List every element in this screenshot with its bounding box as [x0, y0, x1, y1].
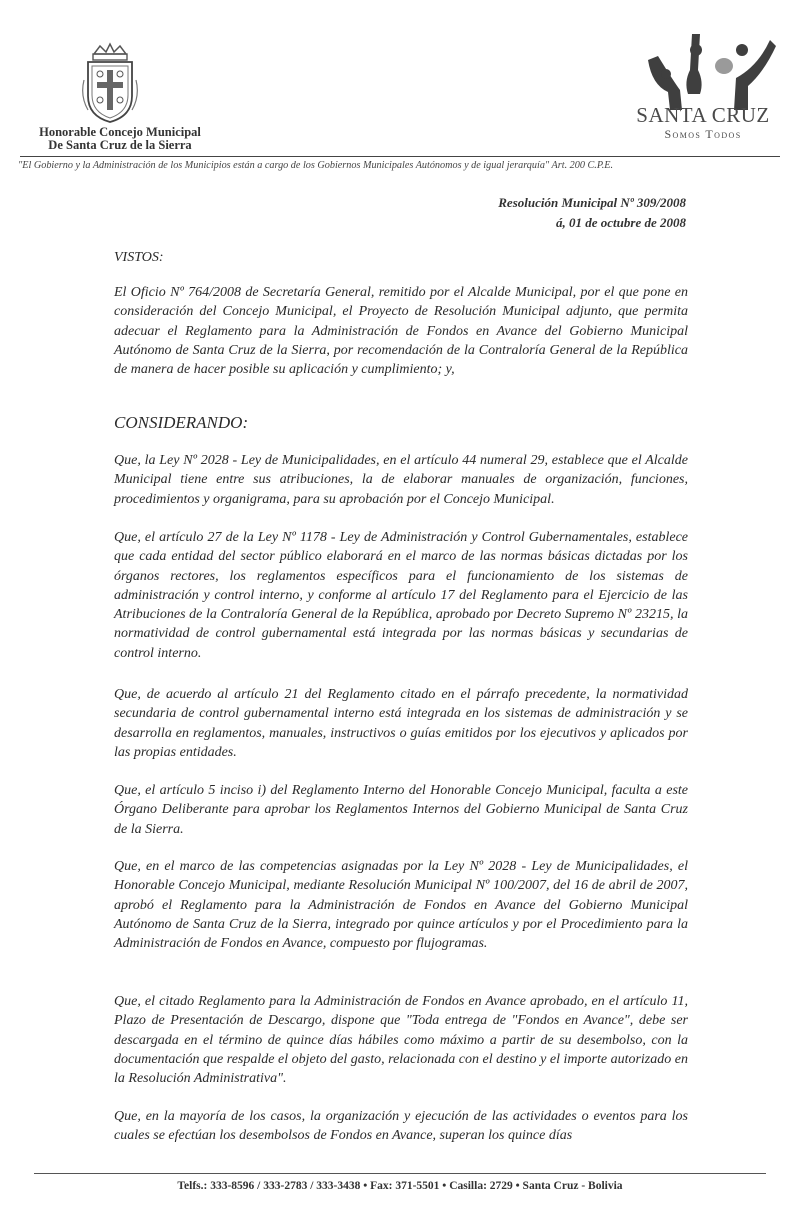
footer-divider: [34, 1173, 766, 1174]
logo-title: SANTA CRUZ: [636, 103, 770, 127]
logo-text: [628, 104, 778, 142]
header-divider: [20, 156, 780, 157]
constitution-motto: "El Gobierno y la Administración de los Municipios están a cargo de los Gobiernos Municipales Autónomos y de igual jerarquía" Art. 200 C.P.E.: [18, 160, 614, 171]
resolution-number: Resolución Municipal Nº 309/2008: [498, 195, 686, 210]
resolution-block: [498, 193, 686, 233]
considerando-paragraph-6: Que, el citado Reglamento para la Administración de Fondos en Avance aprobado, en el artículo 11, Plazo de Presentación de Descargo, dispone que "Toda entrega de "Fondos en Avance", debe ser descargada en el término de quince días hábiles como máximo a partir de su desembolso, con la documentación que respalde el objeto del gasto, relacionada con el destino y el importe autorizado en la Resolución Administrativa".: [114, 994, 688, 1087]
vistos-paragraph: El Oficio Nº 764/2008 de Secretaría General, remitido por el Alcalde Municipal, por el que pone en consideración del Concejo Municipal, el Proyecto de Resolución Municipal adjunto, que permita adecuar el Reglamento para la Administración de Fondos en Avance del Gobierno Municipal Autónomo de Santa Cruz de la Sierra, por recomendación de la Contraloría General de la República de manera de hacer posible su aplicación y cumplimiento; y,: [114, 285, 688, 378]
council-line-2: De Santa Cruz de la Sierra: [48, 138, 192, 152]
considerando-heading: CONSIDERANDO:: [114, 413, 249, 432]
logo-subtitle: Somos Todos: [664, 127, 742, 141]
resolution-date: á, 01 de octubre de 2008: [556, 215, 686, 230]
vistos-heading: VISTOS:: [114, 250, 164, 265]
council-name: [20, 126, 220, 152]
considerando-paragraph-3: Que, de acuerdo al artículo 21 del Reglamento citado en el párrafo precedente, la normatividad secundaria de control gubernamental interno está integrada en los sistemas de administración y se desarrolla en reglamentos, manuales, instructivos o guías emitidos por los ejecutivos y aplicados por las propias entidades.: [114, 687, 688, 760]
considerando-paragraph-1: Que, la Ley Nº 2028 - Ley de Municipalidades, en el artículo 44 numeral 29, establece que el Alcalde Municipal tiene entre sus atribuciones, la de elaborar manuales de organización, funciones, procedimientos y organigrama, para su aprobación por el Concejo Municipal.: [114, 453, 688, 507]
considerando-paragraph-2: Que, el artículo 27 de la Ley Nº 1178 - Ley de Administración y Control Gubernamentales, establece que cada entidad del sector público elaborará en el marco de las normas básicas dictadas por los órganos rectores, los reglamentos específicos para el funcionamiento de los sistemas de administración y control interno, y conforme al artículo 17 del Reglamento para el Ejercicio de las Atribuciones de la Contraloría General de la República, aprobado por Decreto Supremo Nº 23215, la normatividad de control gubernamental está integrada por las normas básicas y secundarias de control interno.: [114, 530, 688, 661]
footer-contact: Telfs.: 333-8596 / 333-2783 / 333-3438 • Fax: 371-5501 • Casilla: 2729 • Santa Cruz - Bolivia: [177, 1180, 623, 1192]
considerando-paragraph-4: Que, el artículo 5 inciso i) del Reglamento Interno del Honorable Concejo Municipal, faculta a este Órgano Deliberante para aprobar los Reglamentos Internos del Gobierno Municipal de Santa Cruz de la Sierra.: [114, 783, 688, 837]
coat-of-arms-icon: [80, 40, 140, 126]
considerando-paragraph-5: Que, en el marco de las competencias asignadas por la Ley Nº 2028 - Ley de Municipalidades, el Honorable Concejo Municipal, mediante Resolución Municipal Nº 100/2007, del 16 de abril de 2007, aprobó el Reglamento para la Administración de Fondos en Avance del Gobierno Municipal Autónomo de Santa Cruz de la Sierra, integrado por quince artículos y por el Procedimiento para la Administración de Fondos en Avance, compuesto por flujogramas.: [114, 859, 688, 952]
considerando-paragraph-7: Que, en la mayoría de los casos, la organización y ejecución de las actividades o eventos para los cuales se efectúan los desembolsos de Fondos en Avance, superan los quince días: [114, 1109, 688, 1144]
council-line-1: Honorable Concejo Municipal: [39, 125, 201, 139]
